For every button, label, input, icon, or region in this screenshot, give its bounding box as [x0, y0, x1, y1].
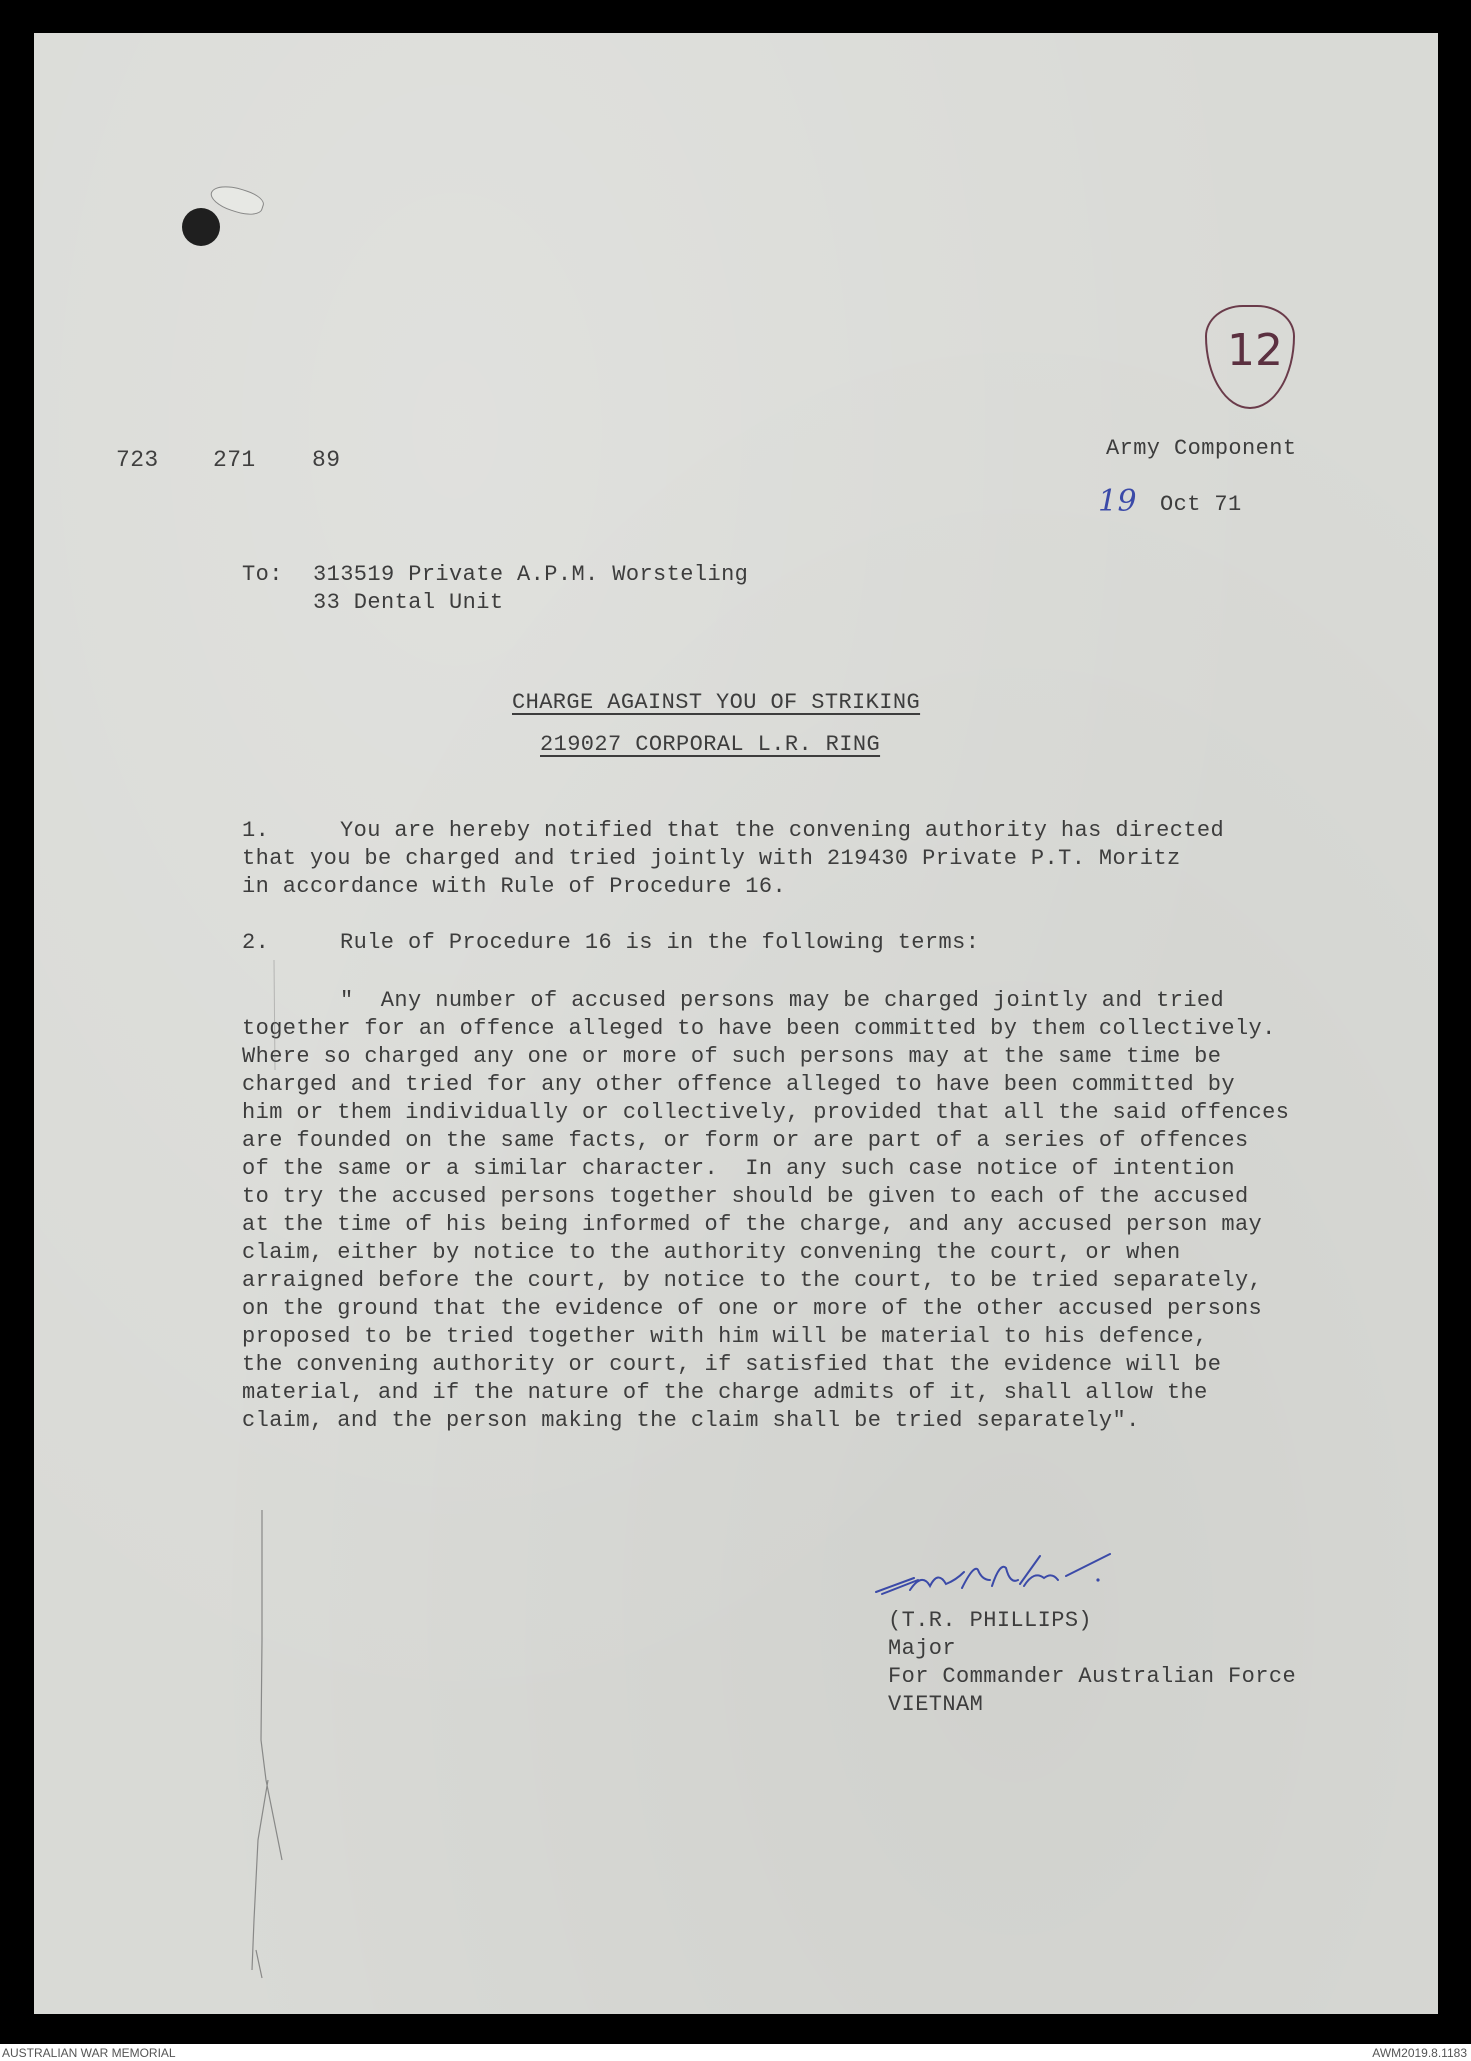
punch-hole: [182, 208, 220, 246]
folio-number: 12: [1227, 325, 1283, 376]
sender-unit: Army Component: [1106, 436, 1297, 461]
quotation-line: him or them individually or collectively, provided that all the said offences: [242, 1100, 1290, 1125]
quotation-line: Where so charged any one or more of such persons may at the same time be: [242, 1044, 1222, 1069]
date-day-handwritten: 19: [1098, 484, 1137, 519]
footer-bar: [0, 2044, 1471, 2061]
reference-number-3: 89: [312, 447, 341, 473]
addressee-line-1: 313519 Private A.P.M. Worsteling: [313, 562, 749, 587]
paper-tear: [208, 180, 267, 220]
signatory-location: VIETNAM: [888, 1692, 984, 1717]
signatory-name: (T.R. PHILLIPS): [888, 1608, 1093, 1633]
reference-number-1: 723: [116, 447, 159, 473]
signatory-rank: Major: [888, 1636, 957, 1661]
quotation-line: " Any number of accused persons may be charged jointly and tried: [340, 988, 1225, 1013]
paragraph-1-line: in accordance with Rule of Procedure 16.: [242, 874, 787, 899]
handwritten-signature: [874, 1550, 1114, 1600]
quotation-line: charged and tried for any other offence alleged to have been committed by: [242, 1072, 1235, 1097]
quotation-line: on the ground that the evidence of one or more of the other accused persons: [242, 1296, 1263, 1321]
paragraph-2-number: 2.: [242, 930, 270, 955]
paragraph-1-line: You are hereby notified that the convening authority has directed: [340, 818, 1225, 843]
quotation-line: material, and if the nature of the charge admits of it, shall allow the: [242, 1380, 1208, 1405]
quotation-line: at the time of his being informed of the charge, and any accused person may: [242, 1212, 1263, 1237]
subject-line-2: 219027 CORPORAL L.R. RING: [540, 732, 881, 757]
addressee-line-2: 33 Dental Unit: [313, 590, 504, 615]
accession-number: AWM2019.8.1183: [1372, 2046, 1467, 2060]
institution-caption: AUSTRALIAN WAR MEMORIAL: [2, 2046, 176, 2060]
quotation-line: arraigned before the court, by notice to the court, to be tried separately,: [242, 1268, 1263, 1293]
pencil-margin-mark: [270, 960, 280, 1080]
signatory-appointment: For Commander Australian Force: [888, 1664, 1297, 1689]
subject-line-1: CHARGE AGAINST YOU OF STRIKING: [512, 690, 921, 715]
quotation-line: the convening authority or court, if satisfied that the evidence will be: [242, 1352, 1222, 1377]
reference-number-2: 271: [213, 447, 256, 473]
pencil-margin-mark: [200, 1480, 320, 1980]
paragraph-1-line: that you be charged and tried jointly with 219430 Private P.T. Moritz: [242, 846, 1181, 871]
quotation-line: are founded on the same facts, or form or are part of a series of offences: [242, 1128, 1249, 1153]
quotation-line: to try the accused persons together should be given to each of the accused: [242, 1184, 1249, 1209]
quotation-line: together for an offence alleged to have been committed by them collectively.: [242, 1016, 1276, 1041]
quotation-line: of the same or a similar character. In any such case notice of intention: [242, 1156, 1235, 1181]
addressee-label: To:: [242, 562, 283, 587]
paragraph-1-number: 1.: [242, 818, 270, 843]
quotation-line: claim, and the person making the claim shall be tried separately".: [242, 1408, 1140, 1433]
date-month-year: Oct 71: [1160, 492, 1242, 517]
quotation-line: claim, either by notice to the authority convening the court, or when: [242, 1240, 1181, 1265]
quotation-line: proposed to be tried together with him will be material to his defence,: [242, 1324, 1208, 1349]
paragraph-2-line: Rule of Procedure 16 is in the following terms:: [340, 930, 980, 955]
